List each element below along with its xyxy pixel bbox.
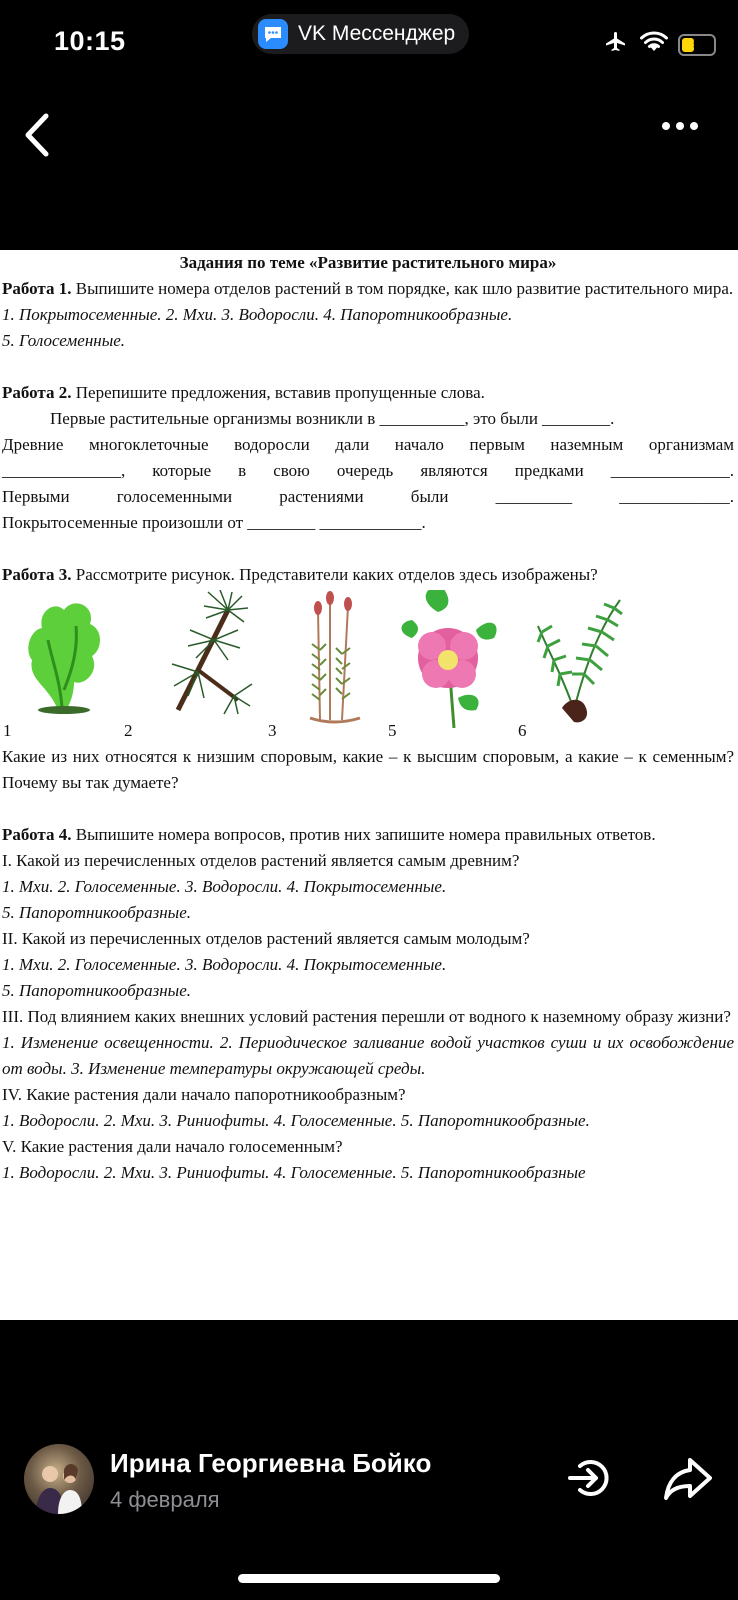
status-icons	[602, 30, 716, 59]
work4-q5-options: 1. Водоросли. 2. Мхи. 3. Риниофиты. 4. Голосеменные. 5. Папоротникообразные	[2, 1163, 586, 1182]
moss-image	[300, 590, 370, 730]
vk-messenger-icon	[258, 19, 288, 49]
work4-q4-options: 1. Водоросли. 2. Мхи. 3. Риниофиты. 4. Голосеменные. 5. Папоротникообразные.	[2, 1111, 590, 1130]
figure-number: 3	[268, 721, 277, 740]
app-name: VK Мессенджер	[298, 22, 456, 45]
pine-image	[158, 590, 253, 720]
work3-question: Какие из них относятся к низшим споровым, какие – к высшим споровым, а какие – к семенным? Почему вы так думаете?	[2, 747, 734, 792]
work2-line4: Первыми голосеменными растениями были _________ _____________.	[2, 487, 734, 506]
figure-number: 2	[124, 721, 133, 740]
avatar-photo	[24, 1444, 94, 1514]
work2-line2: Древние многоклеточные водоросли дали начало первым наземным организмам	[2, 435, 734, 454]
work4-q1: I. Какой из перечисленных отделов растений является самым древним?	[2, 851, 520, 870]
work4-q2: II. Какой из перечисленных отделов растений является самым молодым?	[2, 929, 530, 948]
work2-line5: Покрытосеменные произошли от ________ ____________.	[2, 513, 426, 532]
message-date: 4 февраля	[110, 1487, 220, 1512]
figure-number: 1	[3, 721, 12, 740]
work4-q1-options-cont: 5. Папоротникообразные.	[2, 903, 191, 922]
avatar[interactable]	[24, 1444, 94, 1514]
work4-q3-options: 1. Изменение освещенности. 2. Периодическое заливание водой участков суши и их освобождение от воды. 3. Изменение температуры окружающей среды.	[2, 1033, 734, 1078]
reply-button[interactable]	[566, 1452, 618, 1504]
rose-image	[398, 590, 498, 730]
back-button[interactable]	[18, 110, 58, 160]
fern-image	[534, 590, 629, 730]
figure-number: 5	[388, 721, 397, 740]
work2-line1: Первые растительные организмы возникли в __________, это были ________.	[50, 409, 615, 428]
home-indicator[interactable]	[238, 1574, 500, 1583]
plants-figure	[0, 588, 738, 744]
work4-text: Работа 4. Выпишите номера вопросов, против них запишите номера правильных ответов.	[2, 825, 656, 844]
share-button[interactable]	[662, 1452, 714, 1504]
doc-title: Задания по теме «Развитие растительного мира»	[179, 253, 557, 272]
work4-q2-options-cont: 5. Папоротникообразные.	[2, 981, 191, 1000]
back-chevron-icon	[18, 110, 58, 160]
airplane-icon	[602, 30, 630, 59]
status-time: 10:15	[54, 26, 126, 56]
figure-number: 6	[518, 721, 527, 740]
wifi-icon	[640, 31, 668, 58]
work4-q4: IV. Какие растения дали начало папоротникообразным?	[2, 1085, 406, 1104]
app-switch-pill[interactable]	[252, 14, 469, 54]
work4-q3: III. Под влиянием каких внешних условий растения перешли от водного к наземному образу жизни?	[2, 1007, 731, 1026]
work1-options-cont: 5. Голосеменные.	[2, 331, 126, 350]
work2-line3: ______________, которые в свою очередь являются предками ______________.	[2, 461, 734, 480]
photo-document[interactable]	[0, 250, 738, 1320]
work1-text: Работа 1. Выпишите номера отделов растений в том порядке, как шло развитие растительного мира.	[2, 279, 734, 298]
work4-q2-options: 1. Мхи. 2. Голосеменные. 3. Водоросли. 4. Покрытосеменные.	[2, 955, 447, 974]
battery-icon	[678, 34, 716, 56]
sender-name[interactable]: Ирина Георгиевна Бойко	[110, 1448, 432, 1478]
share-icon	[662, 1452, 714, 1504]
battery-level: 5	[692, 36, 702, 53]
work2-text: Работа 2. Перепишите предложения, вставив пропущенные слова.	[2, 383, 485, 402]
work3-text: Работа 3. Рассмотрите рисунок. Представители каких отделов здесь изображены?	[2, 565, 598, 584]
reply-icon	[566, 1452, 618, 1504]
work4-q5: V. Какие растения дали начало голосеменным?	[2, 1137, 343, 1156]
work1-options: 1. Покрытосеменные. 2. Мхи. 3. Водоросли. 4. Папоротникообразные.	[2, 305, 513, 324]
work4-q1-options: 1. Мхи. 2. Голосеменные. 3. Водоросли. 4. Покрытосеменные.	[2, 877, 447, 896]
algae-image	[18, 590, 108, 715]
more-button[interactable]	[662, 122, 698, 130]
more-icon	[662, 122, 670, 130]
